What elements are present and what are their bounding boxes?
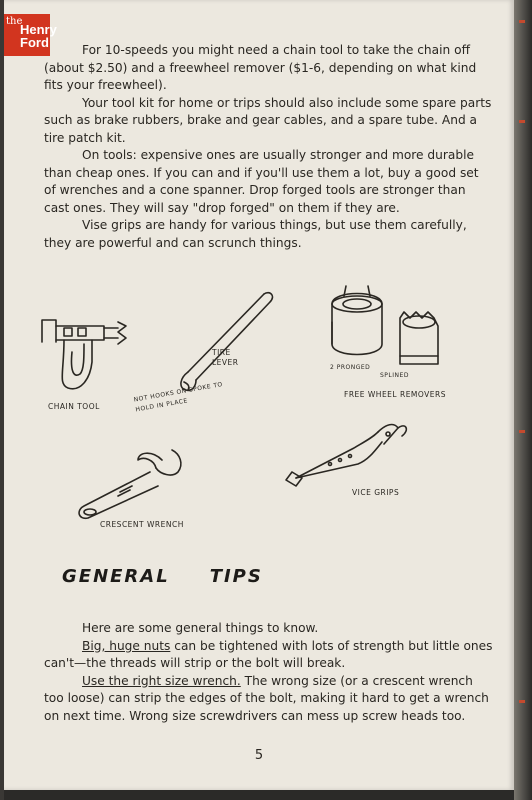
tips-right-wrench-underlined: Use the right size wrench. — [82, 673, 241, 688]
label-splined: SPLINED — [380, 372, 409, 379]
page-number: 5 — [254, 748, 264, 763]
chain-tool-drawing — [42, 320, 126, 389]
heading-word-tips: TIPS — [209, 566, 263, 587]
top-text-block — [44, 42, 494, 252]
page-tab-marker — [519, 120, 525, 123]
henry-ford-logo — [4, 14, 57, 56]
label-hook-note: NOT HOOKS ON SPOKE TO HOLD IN PLACE — [133, 381, 224, 414]
logo-line1: Henry — [20, 22, 57, 37]
page-tab-marker — [519, 20, 525, 23]
label-crescent-wrench: CRESCENT WRENCH — [100, 520, 184, 529]
heading-word-general: GENERAL — [62, 566, 170, 587]
section-heading — [62, 566, 263, 587]
label-tire-lever: TIRE LEVER — [212, 348, 239, 367]
tips-big-nuts-underlined: Big, huge nuts — [82, 638, 171, 653]
logo-name-text — [20, 23, 57, 49]
tips-big-nuts-rest: can be tightened with lots of strength but little ones can't—the threads will strip or the bolt will break. — [44, 638, 493, 670]
logo-the-text: the — [6, 16, 23, 27]
label-vice-grips: VICE GRIPS — [352, 488, 400, 497]
paragraph-vise-grips: Vise grips are handy for various things, but use them carefully, they are powerful and can scrunch things. — [44, 218, 467, 250]
vice-grips-drawing — [286, 425, 406, 486]
book-page — [4, 0, 514, 790]
paragraph-tool-kit: Your tool kit for home or trips should also include some spare parts such as brake rubbers, brake and gear cables, and a spare tube. And a tire patch kit. — [44, 95, 492, 145]
label-two-pronged: 2 PRONGED — [330, 364, 371, 371]
logo-line2: Ford — [20, 35, 49, 50]
tips-right-wrench-rest: The wrong size (or a crescent wrench too loose) can strip the edges of the bolt, making it hard to get a wrench on next time. Wrong size screwdrivers can mess up screw heads too. — [44, 673, 489, 723]
page-tab-marker — [519, 700, 525, 703]
tips-big-nuts — [44, 638, 494, 673]
tips-right-wrench — [44, 673, 494, 726]
tips-text-block — [44, 620, 494, 725]
tire-lever-drawing — [181, 293, 273, 391]
paragraph-on-tools: On tools: expensive ones are usually stronger and more durable than cheap ones. If you can and if you'll use them a lot, buy a good set of wrenches and a cone spanner. Drop forged tools are stronger than cast ones. They will say "drop forged" on them if they are. — [44, 148, 479, 215]
label-freewheel-removers: FREE WHEEL REMOVERS — [344, 390, 447, 399]
page-tab-marker — [519, 430, 525, 433]
crescent-wrench-drawing — [79, 450, 181, 518]
paragraph-chain-tool: For 10-speeds you might need a chain tool to take the chain off (about $2.50) and a freewheel remover ($1-6, depending on what kind fits your freewheel). — [44, 43, 477, 92]
label-chain-tool: CHAIN TOOL — [48, 402, 100, 411]
tips-intro: Here are some general things to know. — [82, 621, 319, 635]
freewheel-remover-drawing — [332, 286, 438, 364]
tools-illustration — [34, 282, 494, 537]
